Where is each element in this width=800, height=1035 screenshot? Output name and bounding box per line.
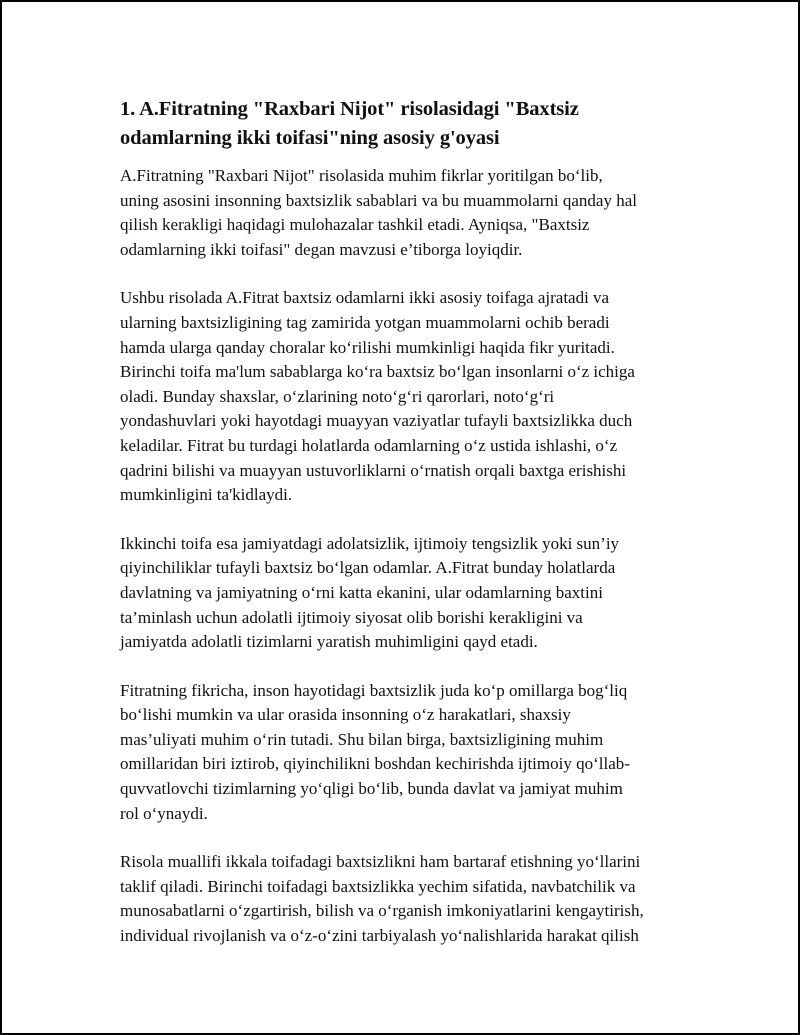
paragraph-solutions: Risola muallifi ikkala toifadagi baxtsizlikni ham bartaraf etishning yo‘llarini taklif qiladi. Birinchi toifadagi baxtsizlikka yechim sifatida, navbatchilik va munosabatlarni o‘zgartirish, bilish va o‘rganish imkoniyatlarini kengaytirish, individual rivojlanish va o‘z-o‘zini tarbiyalash yo‘nalishlarida harakat qilish	[120, 852, 644, 946]
document-content	[120, 95, 690, 973]
paragraph-intro: A.Fitratning "Raxbari Nijot" risolasida muhim fikrlar yoritilgan bo‘lib, uning asosini insonning baxtsizlik sabablari va bu muammolarni qanday hal qilish kerakligi haqidagi mulohazalar tashkil etadi. Ayniqsa, "Baxtsiz odamlarning ikki toifasi" degan mavzusi e’tiborga loyiqdir.	[120, 166, 637, 259]
paragraph-first-category: Ushbu risolada A.Fitrat baxtsiz odamlarni ikki asosiy toifaga ajratadi va ularning baxtsizligining tag zamirida yotgan muammolarni ochib beradi hamda ularga qanday choralar ko‘rilishi mumkinligi haqida fikr yuritadi. Birinchi toifa ma'lum sabablarga ko‘ra baxtsiz bo‘lgan insonlarni o‘z ichiga oladi. Bunday shaxslar, o‘zlarining noto‘g‘ri qarorlari, noto‘g‘ri yondashuvlari yoki hayotdagi muayyan vaziyatlar tufayli baxtsizlikka duch keladilar. Fitrat bu turdagi holatlarda odamlarning o‘z ustida ishlashi, o‘z qadrini bilishi va muayyan ustuvorliklarni o‘rnatish orqali baxtga erishishi mumkinligini ta'kidlaydi.	[120, 288, 635, 505]
paragraph-second-category: Ikkinchi toifa esa jamiyatdagi adolatsizlik, ijtimoiy tengsizlik yoki sun’iy qiyinchiliklar tufayli baxtsiz bo‘lgan odamlar. A.Fitrat bunday holatlarda davlatning va jamiyatning o‘rni katta ekanini, ular odamlarning baxtini ta’minlash uchun adolatli ijtimoiy siyosat olib borishi kerakligini va jamiyatda adolatli tizimlarni yaratish muhimligini qayd etadi.	[120, 533, 620, 652]
paragraph-causes: Fitratning fikricha, inson hayotidagi baxtsizlik juda ko‘p omillarga bog‘liq bo‘lishi mumkin va ular orasida insonning o‘z harakatlari, shaxsiy mas’uliyati muhim o‘rin tutadi. Shu bilan birga, baxtsizligining muhim omillaridan biri iztirob, qiyinchilikni boshdan kechirishda ijtimoiy qo‘llab- quvvatlovchi tizimlarning yo‘qligi bo‘lib, bunda davlat va jamiyat muhim rol o‘ynaydi.	[120, 680, 630, 823]
section-heading: 1. A.Fitratning "Raxbari Nijot" risolasidagi "Baxtsiz odamlarning ikki toifasi"ning asosiy g'oyasi	[120, 98, 579, 149]
